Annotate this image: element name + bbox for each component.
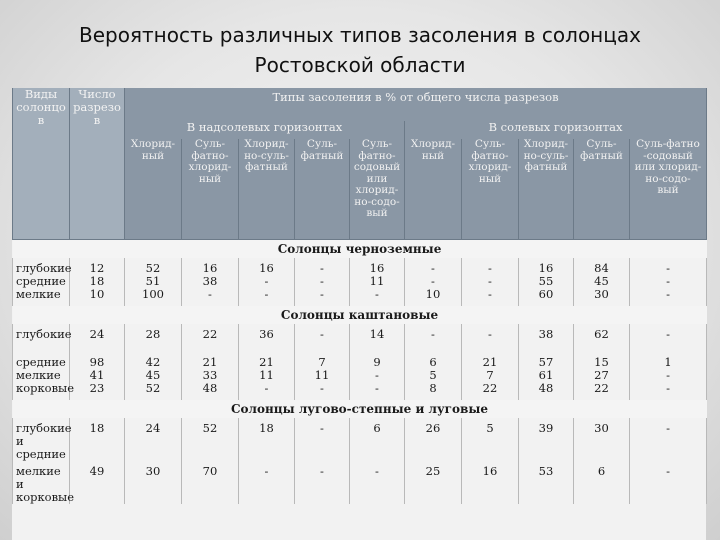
cell-line: - bbox=[431, 327, 435, 341]
cell-line: 21 bbox=[259, 355, 274, 369]
cell-line: хлорид- bbox=[355, 184, 399, 196]
cell-line: 16 bbox=[538, 261, 554, 275]
cell-line: или bbox=[366, 172, 388, 185]
table-cell bbox=[70, 324, 125, 352]
section-row bbox=[13, 240, 707, 259]
cell-line: - bbox=[208, 287, 212, 301]
table-cell bbox=[405, 324, 462, 352]
cell-line: 12 bbox=[89, 261, 105, 275]
table-cell bbox=[462, 461, 519, 504]
cell-line: 70 bbox=[202, 464, 218, 478]
cell-line: ный bbox=[198, 172, 222, 185]
table-cell bbox=[519, 418, 574, 461]
table-cell bbox=[70, 461, 125, 504]
section-row bbox=[13, 306, 707, 324]
cell-line: но-содо- bbox=[354, 195, 400, 208]
section-title: Солонцы черноземные bbox=[13, 240, 707, 259]
table-cell bbox=[125, 324, 182, 352]
cell-line: 8 bbox=[429, 381, 437, 395]
table-cell bbox=[519, 461, 574, 504]
cell-line: Число bbox=[78, 87, 116, 101]
table-cell bbox=[462, 324, 519, 352]
cell-line: 30 bbox=[145, 464, 161, 478]
table-cell bbox=[125, 352, 182, 400]
table-body bbox=[13, 88, 707, 504]
table-cell bbox=[630, 352, 707, 400]
cell-line: мелкие bbox=[16, 287, 61, 301]
table-cell bbox=[462, 352, 519, 400]
cell-line: 45 bbox=[594, 274, 609, 288]
cell-line: - bbox=[488, 274, 492, 288]
cell-line: 16 bbox=[259, 261, 274, 275]
table-cell bbox=[70, 258, 125, 306]
cell-line: или хлорид- bbox=[634, 161, 702, 173]
col-header-salt-3 bbox=[519, 139, 574, 240]
table-cell bbox=[125, 418, 182, 461]
cell-line: - bbox=[666, 274, 670, 288]
cell-line: солонцо bbox=[16, 100, 66, 114]
table-cell bbox=[405, 258, 462, 306]
table-cell bbox=[239, 258, 295, 306]
cell-line: 23 bbox=[89, 381, 105, 395]
table-cell bbox=[630, 418, 707, 461]
table-cell bbox=[574, 258, 630, 306]
cell-line: - bbox=[375, 287, 379, 301]
row-types bbox=[13, 258, 70, 306]
table-cell bbox=[239, 324, 295, 352]
cell-line: 28 bbox=[145, 327, 161, 341]
slide-title-line-2: Ростовской области bbox=[254, 53, 466, 77]
cell-line: - bbox=[488, 287, 492, 301]
table-cell bbox=[182, 352, 239, 400]
cell-line: 27 bbox=[594, 368, 609, 382]
cell-line: Суль-фатно bbox=[636, 138, 700, 150]
cell-line: 9 bbox=[373, 355, 381, 369]
cell-line: - bbox=[488, 261, 492, 275]
cell-line: корковые bbox=[16, 490, 75, 504]
cell-line: - bbox=[666, 368, 670, 382]
cell-line: корковые bbox=[16, 381, 75, 395]
cell-line: фатный bbox=[300, 149, 344, 162]
cell-line: но-суль- bbox=[523, 149, 569, 162]
col-header-salt-1 bbox=[405, 139, 462, 240]
table-cell bbox=[182, 258, 239, 306]
cell-line: 10 bbox=[425, 287, 441, 301]
cell-line: хлорид- bbox=[468, 161, 512, 173]
cell-line: - bbox=[666, 287, 670, 301]
cell-line: средние bbox=[16, 355, 66, 369]
cell-line: - bbox=[264, 287, 269, 301]
col-header-count bbox=[70, 88, 125, 240]
cell-line: 52 bbox=[145, 381, 161, 395]
cell-line: фатно- bbox=[191, 149, 229, 162]
cell-line: 38 bbox=[202, 274, 218, 288]
cell-line: вый bbox=[657, 184, 679, 196]
table-cell bbox=[295, 418, 350, 461]
cell-line: но-содо- bbox=[645, 172, 691, 185]
cell-line: фатный bbox=[524, 161, 568, 173]
cell-line: глубокие и bbox=[16, 421, 72, 448]
table-cell bbox=[350, 418, 405, 461]
table-cell bbox=[295, 352, 350, 400]
cell-line: - bbox=[320, 287, 324, 301]
cell-line: хлорид- bbox=[188, 161, 232, 173]
table-row bbox=[13, 461, 707, 504]
cell-line: 21 bbox=[202, 355, 218, 369]
cell-line: 84 bbox=[594, 261, 609, 275]
table-cell bbox=[350, 258, 405, 306]
table-cell bbox=[574, 352, 630, 400]
cell-line: 24 bbox=[89, 327, 105, 341]
cell-line: Суль- bbox=[586, 138, 617, 150]
cell-line: 52 bbox=[145, 261, 161, 275]
cell-line: 21 bbox=[482, 355, 498, 369]
cell-line: Виды bbox=[24, 87, 58, 101]
col-header-above-3 bbox=[239, 139, 295, 240]
cell-line: 18 bbox=[259, 421, 274, 435]
cell-line: в bbox=[93, 113, 101, 127]
cell-line: 6 bbox=[373, 421, 381, 435]
cell-line: Хлорид- bbox=[523, 138, 569, 150]
cell-line: 39 bbox=[538, 421, 554, 435]
slide-title-line-1: Вероятность различных типов засоления в солонцах bbox=[79, 23, 641, 47]
table-cell bbox=[70, 418, 125, 461]
cell-line: 24 bbox=[145, 421, 161, 435]
table-cell bbox=[239, 461, 295, 504]
cell-line: ный bbox=[478, 172, 502, 185]
cell-line: 30 bbox=[594, 421, 609, 435]
cell-line: - bbox=[264, 464, 269, 478]
table-cell bbox=[182, 418, 239, 461]
cell-line: глубокие bbox=[16, 327, 72, 341]
cell-line: Суль- bbox=[361, 138, 393, 150]
cell-line: 26 bbox=[425, 421, 441, 435]
cell-line: ный bbox=[421, 149, 445, 162]
cell-line: 48 bbox=[538, 381, 554, 395]
table-row bbox=[13, 324, 707, 352]
cell-line: 53 bbox=[538, 464, 554, 478]
cell-line: 55 bbox=[538, 274, 554, 288]
cell-line: но-суль- bbox=[244, 149, 289, 162]
cell-line: 51 bbox=[145, 274, 161, 288]
table-cell bbox=[70, 352, 125, 400]
table-cell bbox=[630, 324, 707, 352]
cell-line: - bbox=[320, 421, 324, 435]
table-row bbox=[13, 352, 707, 400]
cell-line: - bbox=[375, 368, 379, 382]
cell-line: 11 bbox=[369, 274, 385, 288]
table-cell bbox=[125, 461, 182, 504]
subgroup-header-above: В надсолевых горизонтах bbox=[125, 121, 405, 139]
cell-line: - bbox=[488, 327, 492, 341]
cell-line: 48 bbox=[202, 381, 218, 395]
cell-line: - bbox=[320, 274, 324, 288]
col-header-above-5 bbox=[350, 139, 405, 240]
table-cell bbox=[239, 352, 295, 400]
cell-line: 52 bbox=[202, 421, 218, 435]
cell-line: 41 bbox=[89, 368, 105, 382]
cell-line: 18 bbox=[89, 421, 105, 435]
cell-line: 10 bbox=[89, 287, 105, 301]
cell-line: средние bbox=[16, 274, 66, 288]
cell-line: -содовый bbox=[643, 149, 693, 162]
cell-line: Хлорид- bbox=[410, 138, 456, 150]
cell-line: 6 bbox=[597, 464, 606, 478]
section-row bbox=[13, 400, 707, 418]
table-cell bbox=[519, 352, 574, 400]
cell-line: - bbox=[320, 327, 324, 341]
table-cell bbox=[574, 461, 630, 504]
table-cell bbox=[295, 258, 350, 306]
table-cell bbox=[630, 258, 707, 306]
cell-line: фатный bbox=[580, 149, 623, 162]
col-header-types bbox=[13, 88, 70, 240]
cell-line: 42 bbox=[145, 355, 161, 369]
cell-line: фатный bbox=[245, 161, 288, 173]
cell-line: ный bbox=[141, 149, 165, 162]
cell-line: - bbox=[264, 381, 269, 395]
table-cell bbox=[405, 461, 462, 504]
table-cell bbox=[574, 324, 630, 352]
cell-line: 62 bbox=[594, 327, 609, 341]
cell-line: фатно- bbox=[358, 149, 396, 162]
cell-line: глубокие bbox=[16, 261, 72, 275]
cell-line: 16 bbox=[482, 464, 498, 478]
cell-line: 49 bbox=[89, 464, 105, 478]
cell-line: 14 bbox=[369, 327, 385, 341]
cell-line: 5 bbox=[429, 368, 437, 382]
table-cell bbox=[182, 461, 239, 504]
cell-line: фатно- bbox=[471, 149, 509, 162]
cell-line: - bbox=[375, 464, 379, 478]
row-types bbox=[13, 352, 75, 400]
subgroup-header-salt: В солевых горизонтах bbox=[405, 121, 707, 139]
cell-line: - bbox=[320, 261, 324, 275]
col-header-salt-5 bbox=[630, 139, 707, 240]
cell-line: - bbox=[666, 421, 670, 435]
cell-line: 22 bbox=[482, 381, 498, 395]
cell-line: 36 bbox=[259, 327, 274, 341]
cell-line: 6 bbox=[429, 355, 437, 369]
cell-line: - bbox=[666, 381, 670, 395]
col-header-above-1 bbox=[125, 139, 182, 240]
cell-line: - bbox=[431, 274, 435, 288]
cell-line: вый bbox=[366, 207, 388, 219]
section-title: Солонцы каштановые bbox=[13, 306, 707, 324]
cell-line: 7 bbox=[318, 355, 326, 369]
table-row bbox=[13, 418, 707, 461]
cell-line: - bbox=[666, 327, 670, 341]
table-cell bbox=[350, 352, 405, 400]
cell-line: 33 bbox=[202, 368, 218, 382]
cell-line: 7 bbox=[486, 368, 494, 382]
cell-line: 16 bbox=[369, 261, 385, 275]
slide-title bbox=[0, 20, 720, 80]
col-header-above-4 bbox=[295, 139, 350, 240]
cell-line: - bbox=[320, 464, 324, 478]
table-cell bbox=[519, 324, 574, 352]
cell-line: 98 bbox=[89, 355, 105, 369]
cell-line: Суль- bbox=[306, 138, 338, 150]
row-types bbox=[13, 324, 70, 352]
table-cell bbox=[462, 418, 519, 461]
col-header-salt-2 bbox=[462, 139, 519, 240]
cell-line: 25 bbox=[425, 464, 441, 478]
cell-line: в bbox=[37, 113, 45, 127]
table-cell bbox=[462, 258, 519, 306]
cell-line: 45 bbox=[145, 368, 161, 382]
table-cell bbox=[519, 258, 574, 306]
cell-line: 16 bbox=[202, 261, 218, 275]
cell-line: 15 bbox=[594, 355, 609, 369]
cell-line: - bbox=[320, 381, 324, 395]
cell-line: Суль- bbox=[474, 138, 506, 150]
cell-line: 57 bbox=[538, 355, 554, 369]
salinization-table bbox=[12, 88, 707, 504]
row-types bbox=[13, 418, 70, 461]
header-row-1 bbox=[13, 88, 707, 121]
cell-line: Хлорид- bbox=[130, 138, 176, 150]
cell-line: - bbox=[264, 274, 269, 288]
table-cell bbox=[630, 461, 707, 504]
cell-line: Суль- bbox=[194, 138, 226, 150]
col-header-salt-4 bbox=[574, 139, 630, 240]
cell-line: 60 bbox=[538, 287, 554, 301]
table-cell bbox=[350, 324, 405, 352]
cell-line: средние bbox=[16, 447, 66, 461]
table-cell bbox=[405, 352, 462, 400]
cell-line: 5 bbox=[486, 421, 494, 435]
row-types bbox=[13, 461, 75, 504]
table-cell bbox=[574, 418, 630, 461]
group-header: Типы засоления в % от общего числа разрезов bbox=[125, 88, 707, 121]
cell-line: 18 bbox=[89, 274, 105, 288]
table-cell bbox=[125, 258, 182, 306]
section-title: Солонцы лугово-степные и луговые bbox=[13, 400, 707, 418]
table-cell bbox=[350, 461, 405, 504]
cell-line: содовый bbox=[353, 161, 401, 173]
col-header-above-2 bbox=[182, 139, 239, 240]
cell-line: 22 bbox=[594, 381, 609, 395]
table-row bbox=[13, 258, 707, 306]
table-cell bbox=[182, 324, 239, 352]
cell-line: - bbox=[666, 464, 670, 478]
table-cell bbox=[295, 461, 350, 504]
cell-line: Хлорид- bbox=[244, 138, 289, 150]
cell-line: мелкие и bbox=[16, 464, 61, 491]
cell-line: - bbox=[375, 381, 379, 395]
cell-line: 38 bbox=[538, 327, 554, 341]
cell-line: 11 bbox=[259, 368, 274, 382]
cell-line: 1 bbox=[664, 355, 672, 369]
cell-line: мелкие bbox=[16, 368, 61, 382]
cell-line: разрезо bbox=[73, 100, 121, 114]
table-cell bbox=[239, 418, 295, 461]
table-cell bbox=[405, 418, 462, 461]
cell-line: 100 bbox=[142, 287, 164, 301]
cell-line: - bbox=[666, 261, 670, 275]
cell-line: 22 bbox=[202, 327, 218, 341]
cell-line: 11 bbox=[314, 368, 330, 382]
cell-line: 30 bbox=[594, 287, 609, 301]
table-cell bbox=[295, 324, 350, 352]
cell-line: 61 bbox=[538, 368, 554, 382]
cell-line: - bbox=[431, 261, 435, 275]
